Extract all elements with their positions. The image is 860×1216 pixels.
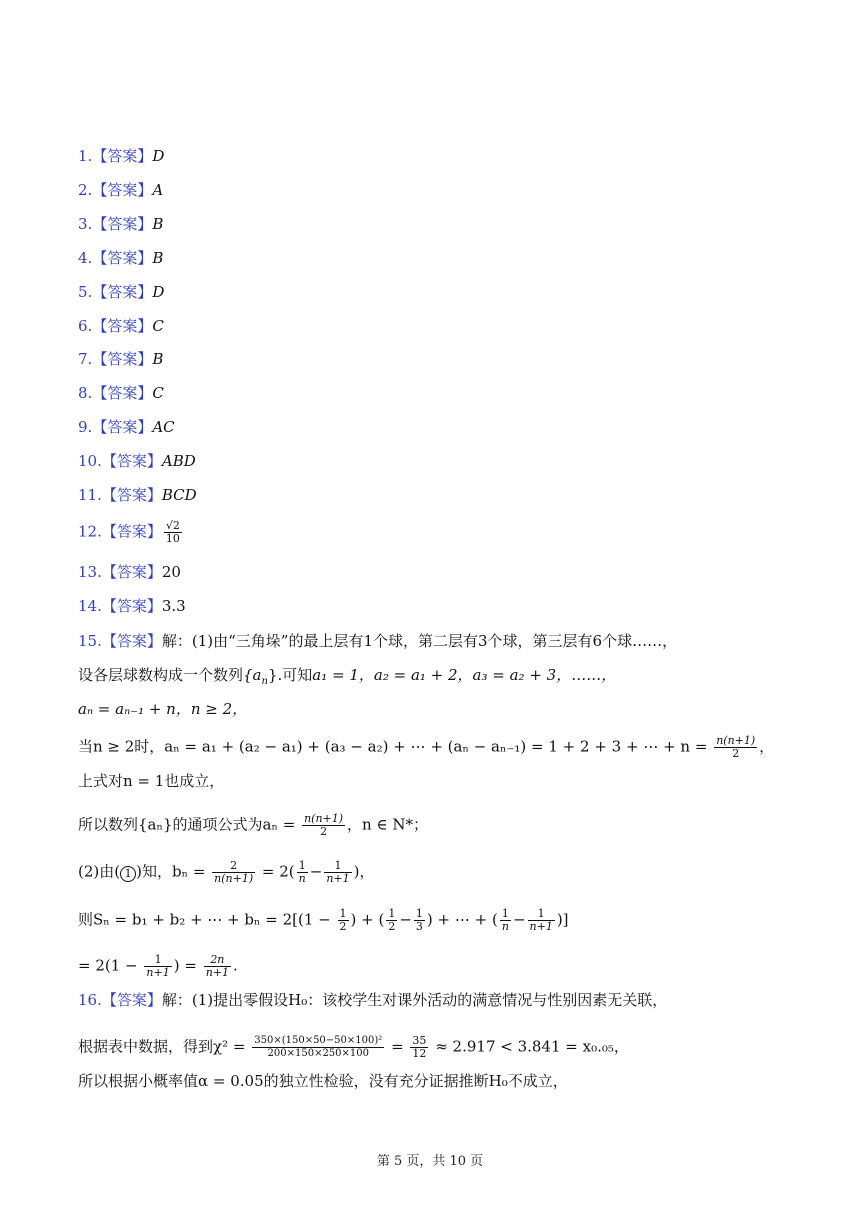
answer-row — [78, 520, 184, 545]
fraction-numerator: 1 — [324, 860, 351, 873]
question-number: 11. — [78, 486, 102, 504]
fraction — [528, 908, 555, 933]
fraction-denominator: 10 — [165, 532, 180, 545]
q15-text-2d: }.可知 — [267, 666, 313, 684]
q15-text-8e: − — [512, 910, 526, 929]
answer-tag: 【答案】 — [101, 522, 162, 541]
q15-text-1: 解：(1)由“三角垛”的最上层有1个球，第二层有3个球，第三层有6个球……， — [161, 632, 678, 650]
answer-row — [78, 349, 163, 369]
fraction-numerator: 1 — [297, 860, 308, 873]
question-number: 10. — [78, 452, 102, 470]
q15-text-8c: − — [399, 910, 412, 929]
question-number: 9. — [78, 418, 93, 436]
answer-fraction — [164, 520, 182, 545]
question-number: 2. — [78, 181, 93, 199]
answer-value: D — [152, 147, 165, 165]
answer-value: 20 — [161, 563, 181, 581]
fraction-denominator: 2 — [320, 825, 328, 838]
fraction — [297, 860, 308, 885]
fraction-numerator: 350×(150×50−50×100)² — [254, 1035, 383, 1046]
answer-tag: 【答案】 — [92, 283, 153, 301]
q15-text-7a: (2)由( — [78, 862, 121, 881]
fraction — [714, 735, 757, 760]
q16-line-3: 所以根据小概率值α = 0.05的独立性检验，没有充分证据推断H₀不成立， — [78, 1072, 568, 1090]
q16-text-2c: ≈ 2.917 < 3.841 = x₀.₀₅， — [435, 1037, 629, 1056]
question-number: 12. — [78, 522, 102, 541]
answer-value: AC — [152, 418, 175, 436]
fraction-numerator: 2n — [204, 954, 231, 967]
answer-row — [78, 596, 186, 616]
question-number: 6. — [78, 317, 93, 335]
q15-text-4end: ， — [759, 737, 775, 756]
fraction-denominator: n — [501, 920, 509, 933]
q15-line-1 — [78, 631, 677, 651]
q15-text-7d: − — [309, 862, 323, 881]
answer-row — [78, 180, 163, 200]
answer-row — [78, 451, 196, 471]
fraction-denominator: n+1 — [326, 872, 350, 885]
answer-tag: 【答案】 — [101, 486, 162, 504]
answer-row — [78, 146, 164, 166]
answer-row — [78, 282, 164, 302]
fraction-denominator: 2 — [732, 747, 740, 760]
fraction-denominator: n+1 — [146, 966, 170, 979]
fraction-numerator: 1 — [528, 908, 555, 921]
fraction-denominator: 2 — [388, 920, 396, 933]
answer-tag: 【答案】 — [92, 384, 153, 402]
question-number: 4. — [78, 249, 93, 267]
q15-text-7e: )， — [353, 862, 375, 881]
fraction-numerator: n(n+1) — [304, 812, 344, 825]
q15-text-7b: )知，bₙ = — [136, 862, 206, 881]
answer-tag: 【答案】 — [101, 563, 162, 581]
answer-row — [78, 316, 164, 336]
answer-row — [78, 248, 163, 268]
fraction — [144, 954, 171, 979]
q15-text-2c: n — [261, 676, 268, 687]
answer-row — [78, 383, 164, 403]
answer-value: ABD — [161, 452, 196, 470]
answer-value: BCD — [161, 486, 197, 504]
question-number: 5. — [78, 283, 93, 301]
fraction — [324, 860, 351, 885]
fraction — [252, 1035, 384, 1060]
q16-text-2a: 根据表中数据，得到χ² = — [78, 1037, 246, 1056]
question-number: 7. — [78, 350, 93, 368]
fraction-numerator: √2 — [165, 519, 180, 532]
answer-tag: 【答案】 — [101, 632, 162, 650]
fraction — [302, 813, 345, 838]
q15-text-9c: . — [233, 956, 238, 975]
question-number: 14. — [78, 597, 102, 615]
fraction-denominator: n — [298, 872, 306, 885]
q15-line-7 — [78, 860, 375, 885]
fraction-denominator: 2 — [339, 920, 347, 933]
answer-value: C — [152, 384, 164, 402]
answer-tag: 【答案】 — [92, 350, 153, 368]
q15-line-3: aₙ = aₙ₋₁ + n，n ≥ 2， — [78, 700, 248, 718]
answer-tag: 【答案】 — [101, 991, 162, 1009]
answer-tag: 【答案】 — [92, 418, 153, 436]
fraction-denominator: n(n+1) — [214, 872, 254, 885]
q15-text-2b: {a — [243, 666, 262, 684]
q15-line-5: 上式对n = 1也成立， — [78, 772, 225, 790]
q15-text-8a: 则Sₙ = b₁ + b₂ + ⋯ + bₙ = 2[(1 − — [78, 910, 331, 929]
fraction-denominator: 200×150×250×100 — [267, 1048, 369, 1059]
q15-text-7c: = 2( — [261, 862, 295, 881]
answer-value: B — [152, 215, 164, 233]
q16-line-2 — [78, 1035, 629, 1060]
fraction — [212, 860, 255, 885]
answer-row — [78, 485, 197, 505]
fraction-numerator: 1 — [339, 907, 347, 920]
q15-text-6end: ，n ∈ N*； — [347, 815, 428, 834]
q15-text-8d: ) + ⋯ + ( — [426, 910, 498, 929]
answer-tag: 【答案】 — [101, 452, 162, 470]
q15-text-2a: 设各层球数构成一个数列 — [78, 666, 244, 684]
q15-line-2 — [78, 665, 616, 692]
q15-text-2e: a₁ = 1，a₂ = a₁ + 2，a₃ = a₂ + 3，……， — [312, 666, 617, 684]
fraction-numerator: 1 — [388, 907, 396, 920]
fraction-numerator: 1 — [144, 954, 171, 967]
q15-text-9a: = 2(1 − — [78, 956, 138, 975]
fraction-numerator: 1 — [415, 907, 423, 920]
q15-text-9b: ) = — [173, 956, 197, 975]
fraction-numerator: 2 — [212, 860, 255, 873]
question-number: 3. — [78, 215, 93, 233]
answer-tag: 【答案】 — [92, 147, 153, 165]
q16-line-1 — [78, 990, 667, 1010]
answer-tag: 【答案】 — [92, 317, 153, 335]
q15-line-8 — [78, 908, 569, 933]
q15-text-8b: ) + ( — [350, 910, 385, 929]
answer-tag: 【答案】 — [101, 597, 162, 615]
answer-value: D — [152, 283, 165, 301]
answer-value: B — [152, 350, 164, 368]
q15-text-8f: )] — [556, 910, 569, 929]
q15-line-6 — [78, 813, 428, 838]
fraction-numerator: 1 — [500, 908, 511, 921]
answer-tag: 【答案】 — [92, 215, 153, 233]
fraction — [338, 908, 349, 933]
answer-tag: 【答案】 — [92, 181, 153, 199]
question-number: 8. — [78, 384, 93, 402]
q15-text-4a: 当n ≥ 2时，aₙ = a₁ + (a₂ − a₁) + (a₃ − a₂) + ⋯ + (aₙ − aₙ₋₁) = 1 + 2 + 3 + ⋯ + n = — [78, 737, 708, 756]
fraction-denominator: 3 — [415, 920, 423, 933]
fraction — [386, 908, 397, 933]
answer-row — [78, 417, 175, 437]
q16-text-1: 解：(1)提出零假设H₀：该校学生对课外活动的满意情况与性别因素无关联， — [161, 991, 668, 1009]
fraction-numerator: n(n+1) — [716, 734, 756, 747]
answer-tag: 【答案】 — [92, 249, 153, 267]
q15-text-6a: 所以数列{aₙ}的通项公式为aₙ = — [78, 815, 296, 834]
answer-value: B — [152, 249, 164, 267]
fraction — [204, 954, 231, 979]
circled-number: 1 — [120, 866, 136, 882]
q15-line-4 — [78, 735, 774, 760]
q16-text-2b: = — [391, 1037, 404, 1056]
answer-value: 3.3 — [161, 597, 186, 615]
fraction-denominator: n+1 — [529, 920, 553, 933]
question-number: 15. — [78, 632, 102, 650]
fraction-denominator: n+1 — [205, 966, 230, 979]
fraction — [414, 908, 425, 933]
answer-row — [78, 562, 181, 582]
fraction — [500, 908, 511, 933]
fraction — [410, 1035, 428, 1060]
answer-value: C — [152, 317, 164, 335]
question-number: 16. — [78, 991, 102, 1009]
fraction-numerator: 35 — [412, 1034, 427, 1047]
q15-line-9 — [78, 954, 238, 979]
answer-value: A — [152, 181, 164, 199]
question-number: 13. — [78, 563, 102, 581]
page-footer: 第 5 页，共 10 页 — [376, 1154, 484, 1169]
fraction-denominator: 12 — [412, 1047, 427, 1060]
answer-row — [78, 214, 163, 234]
question-number: 1. — [78, 147, 93, 165]
